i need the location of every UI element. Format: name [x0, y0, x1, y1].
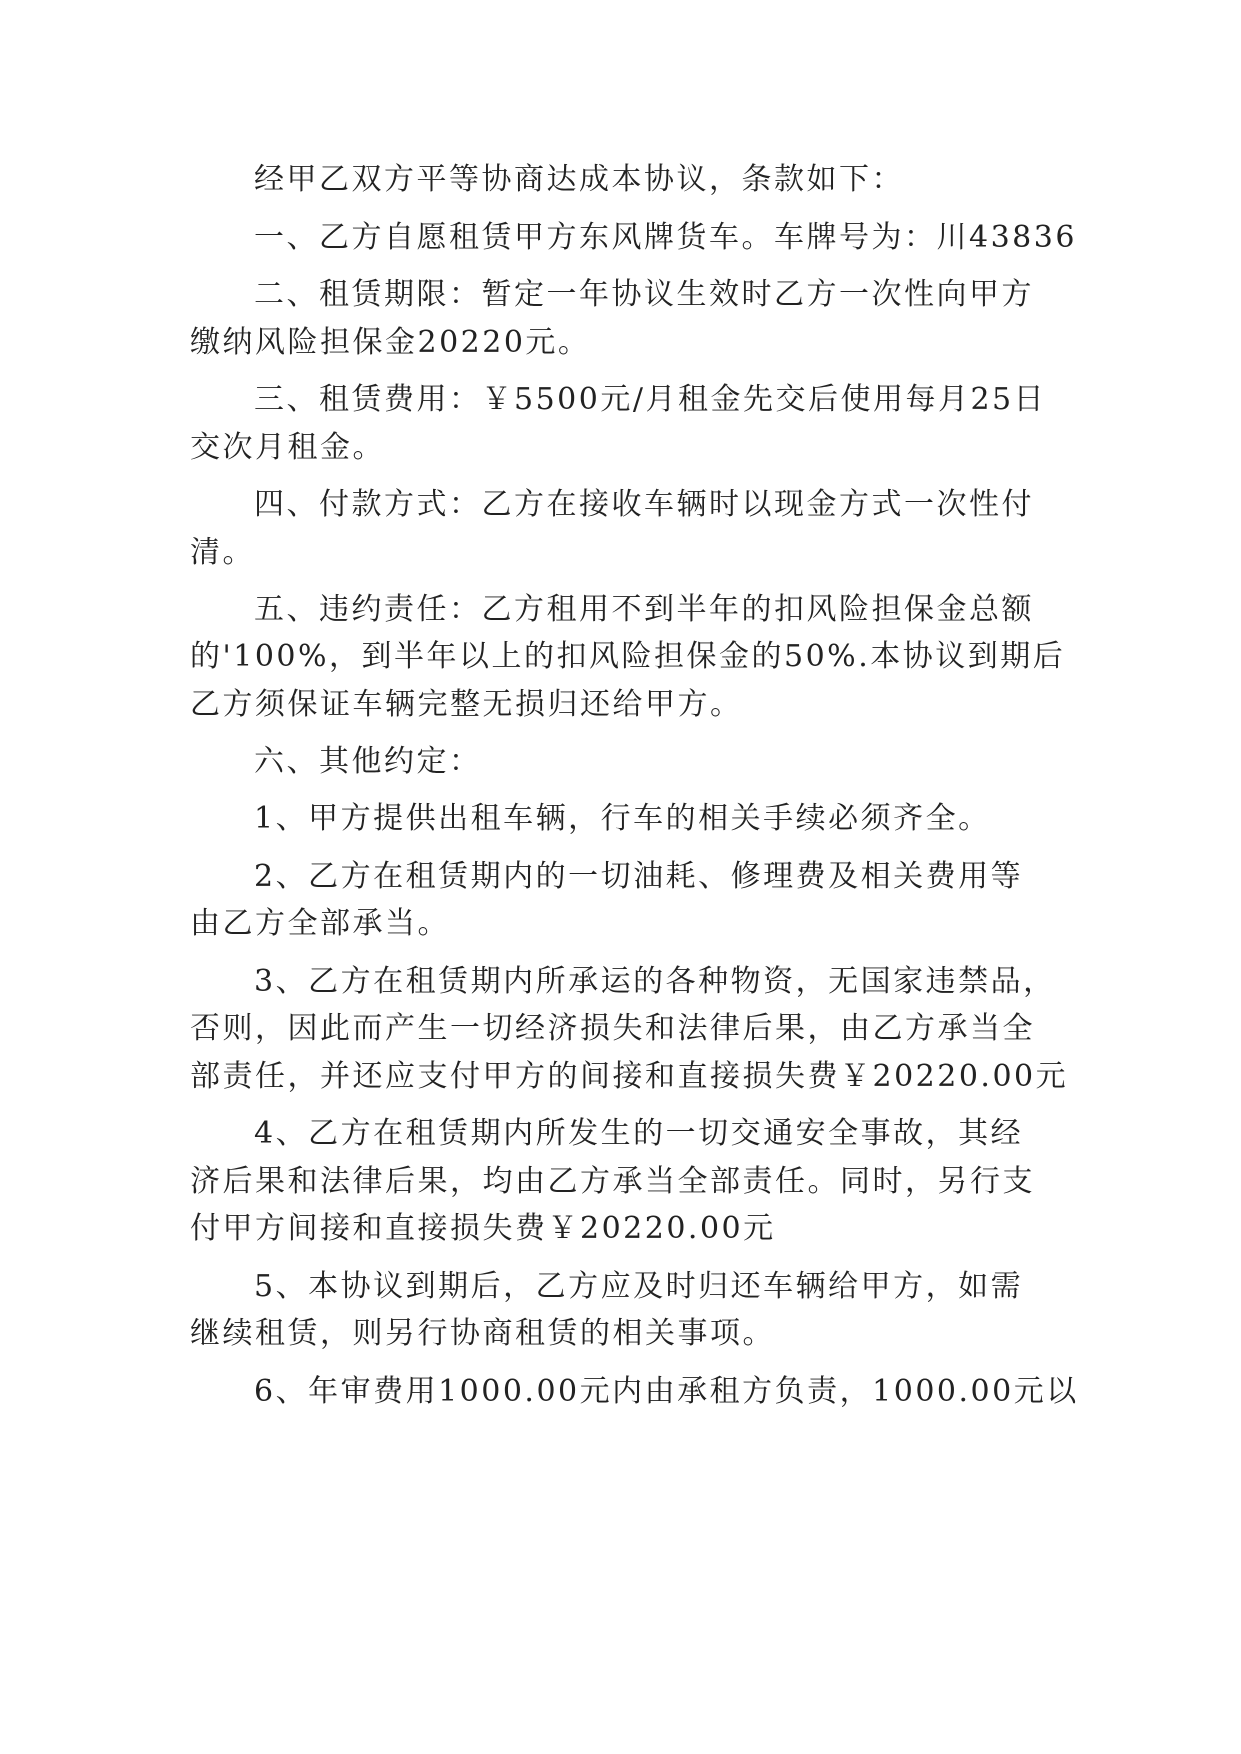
item-2-line-2: 由乙方全部承当。	[190, 906, 450, 941]
clause-6-heading: 六、其他约定：	[254, 744, 482, 779]
item-3-line-1: 3、乙方在租赁期内所承运的各种物资，无国家违禁品，	[254, 964, 1056, 999]
clause-2-line-2: 缴纳风险担保金20220元。	[190, 325, 591, 360]
clause-1-line: 一、乙方自愿租赁甲方东风牌货车。车牌号为：川43836	[254, 220, 1077, 255]
item-3-line-2: 否则，因此而产生一切经济损失和法律后果，由乙方承当全	[190, 1011, 1035, 1046]
item-1-line: 1、甲方提供出租车辆，行车的相关手续必须齐全。	[254, 801, 991, 836]
item-4-line-3: 付甲方间接和直接损失费￥20220.00元	[190, 1211, 776, 1246]
item-3-line-3: 部责任，并还应支付甲方的间接和直接损失费￥20220.00元	[190, 1059, 1069, 1094]
clause-3-line-2: 交次月租金。	[190, 430, 385, 465]
item-4-line-1: 4、乙方在租赁期内所发生的一切交通安全事故，其经	[254, 1116, 1024, 1151]
item-5-line-2: 继续租赁，则另行协商租赁的相关事项。	[190, 1316, 775, 1351]
item-6-line-1: 6、年审费用1000.00元内由承租方负责，1000.00元以	[254, 1374, 1079, 1409]
clause-2-line-1: 二、租赁期限：暂定一年协议生效时乙方一次性向甲方	[254, 277, 1034, 312]
item-2-line-1: 2、乙方在租赁期内的一切油耗、修理费及相关费用等	[254, 859, 1024, 894]
clause-4-line-1: 四、付款方式：乙方在接收车辆时以现金方式一次性付	[254, 487, 1034, 522]
clause-5-line-1: 五、违约责任：乙方租用不到半年的扣风险担保金总额	[254, 592, 1034, 627]
intro-line: 经甲乙双方平等协商达成本协议，条款如下：	[254, 162, 904, 197]
clause-3-line-1: 三、租赁费用：￥5500元/月租金先交后使用每月25日	[254, 382, 1047, 417]
item-4-line-2: 济后果和法律后果，均由乙方承当全部责任。同时，另行支	[190, 1164, 1035, 1199]
item-5-line-1: 5、本协议到期后，乙方应及时归还车辆给甲方，如需	[254, 1269, 1024, 1304]
clause-4-line-2: 清。	[190, 535, 255, 570]
clause-5-line-2: 的'100%，到半年以上的扣风险担保金的50%.本协议到期后	[190, 639, 1066, 674]
clause-5-line-3: 乙方须保证车辆完整无损归还给甲方。	[190, 687, 743, 722]
